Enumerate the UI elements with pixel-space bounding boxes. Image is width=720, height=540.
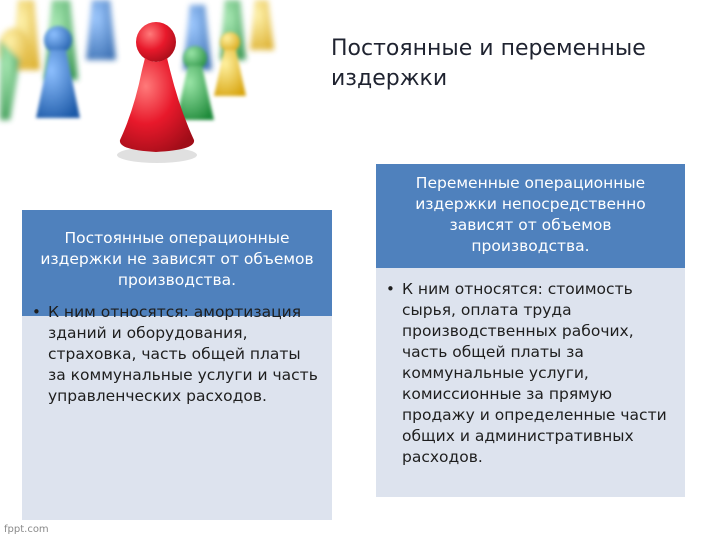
variable-costs-body <box>376 279 685 468</box>
fixed-costs-bullet-item <box>30 302 322 407</box>
variable-costs-bullet-text: К ним относятся: стоимость сырья, оплата труда производственных рабочих, часть общей платы за коммунальные услуги, комиссионные за прямую продажу и определенные части общих и административных расходов. <box>402 280 667 466</box>
variable-costs-header <box>376 164 685 268</box>
variable-costs-bullet-item <box>384 279 677 468</box>
page-title: Постоянные и переменные издержки <box>331 36 646 91</box>
fixed-costs-header <box>22 210 332 316</box>
fixed-costs-bullet-text: К ним относятся: амортизация зданий и оборудования, страховка, часть общей платы за коммунальные услуги и часть управленческих расходов. <box>48 303 318 405</box>
watermark: fppt.com <box>4 524 49 535</box>
bullet-icon: • <box>386 280 395 298</box>
bullet-icon: • <box>32 303 41 321</box>
pawns-photo <box>0 0 330 175</box>
fixed-costs-card <box>22 210 332 520</box>
pawns-illustration <box>0 0 330 175</box>
fixed-costs-header-text: Постоянные операционные издержки не зависят от объемов производства. <box>40 229 314 289</box>
fixed-costs-body <box>22 302 332 407</box>
variable-costs-header-text: Переменные операционные издержки непосредственно зависят от объемов производства. <box>415 174 646 255</box>
variable-costs-card <box>376 164 685 497</box>
